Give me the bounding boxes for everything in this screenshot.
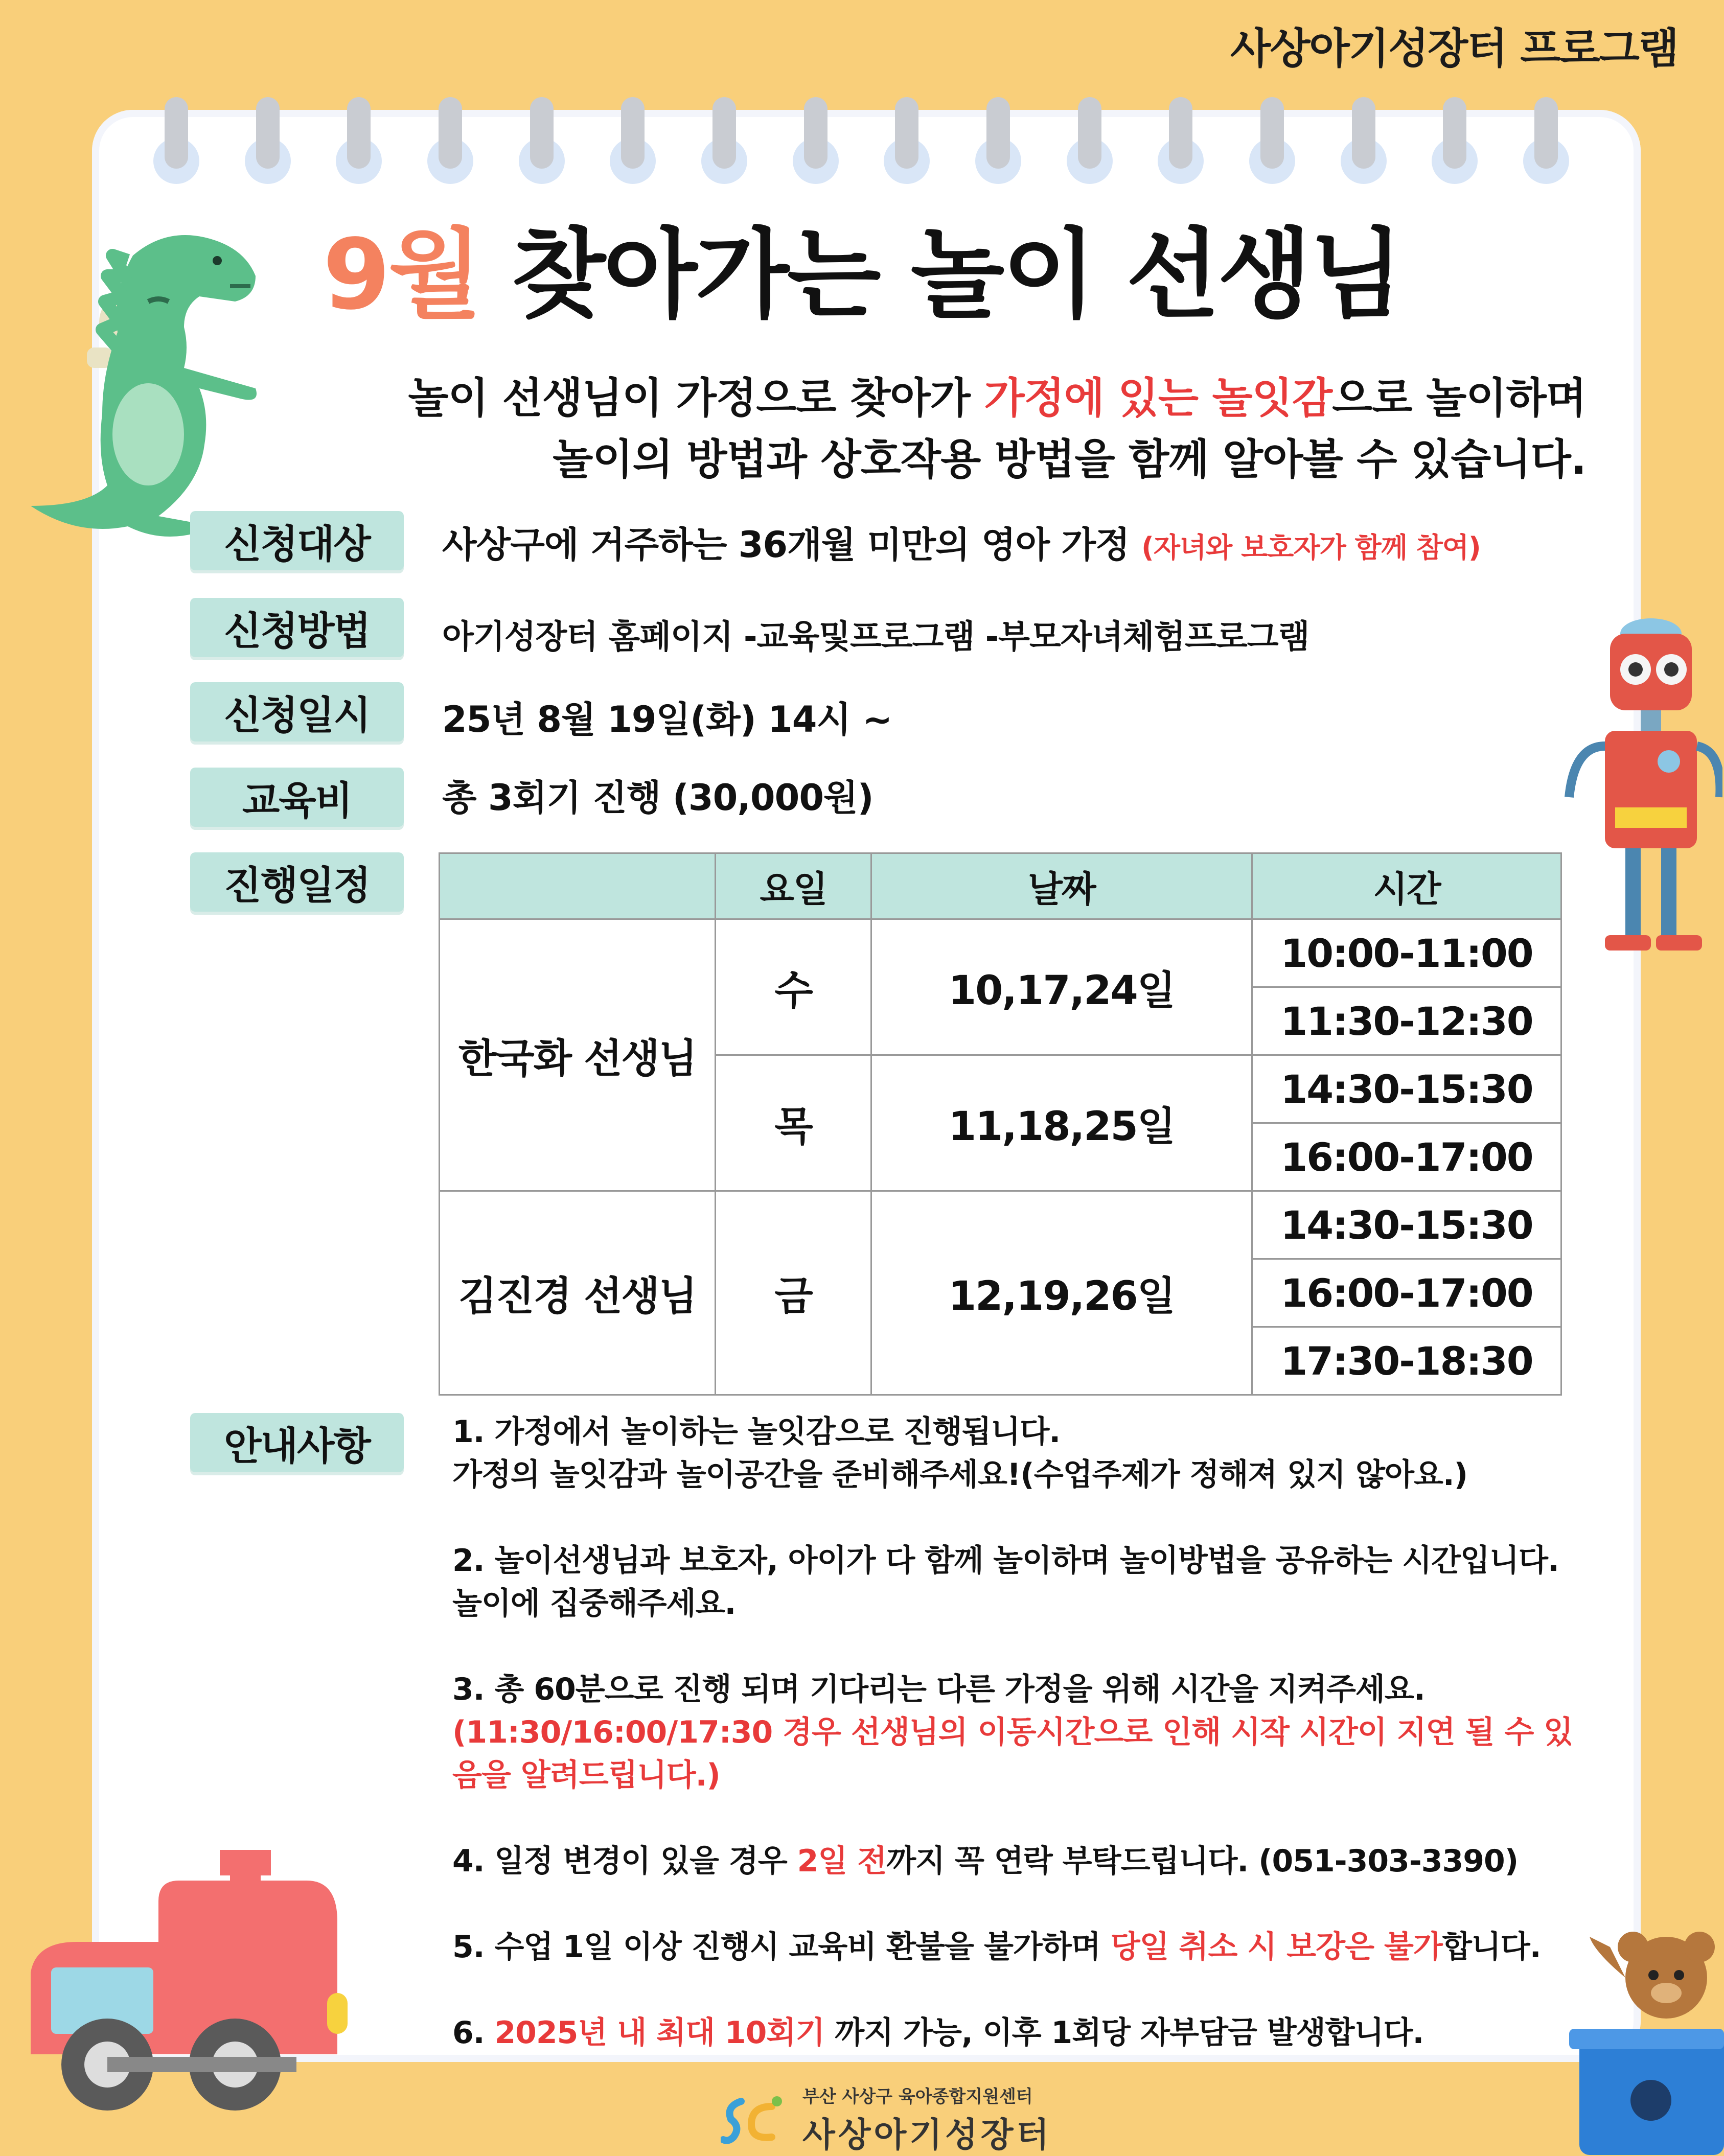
robot-toy-icon [1554,613,1722,971]
center-logo-icon [721,2091,792,2147]
toy-train-icon [20,1840,373,2126]
dates-cell: 12,19,26일 [871,1191,1252,1395]
table-header [440,853,716,919]
binder-ring [336,97,382,184]
intro-text [408,368,1586,491]
time-cell: 10:00-11:00 [1252,919,1561,987]
binder-ring [1067,97,1113,184]
notice-item-3 [452,1668,1577,1797]
notice-text: 까지 가능, 이후 1회당 자부담금 발생합니다. [824,2015,1424,2051]
binder-ring [519,97,565,184]
label-target: 신청대상 [190,511,404,570]
footer-org-name: 사상아기성장터 [802,2115,1052,2154]
value-fee: 총 3회기 진행 (30,000원) [442,777,874,819]
teacher-cell: 한국화 선생님 [440,919,716,1191]
table-header: 날짜 [871,853,1252,919]
label-notice: 안내사항 [190,1413,404,1472]
notice-text: 1. 가정에서 놀이하는 놀잇감으로 진행됩니다. [452,1414,1061,1450]
footer-org-small: 부산 사상구 육아종합지원센터 [802,2087,1033,2107]
notice-text: 3. 총 60분으로 진행 되며 기다리는 다른 가정을 위해 시간을 지켜주세요. [452,1672,1425,1707]
title-main: 찾아가는 놀이 선생님 [480,218,1401,331]
binder-ring [153,97,199,184]
binder-ring [610,97,656,184]
value-date: 25년 8월 19일(화) 14시 ~ [442,699,892,740]
value-target-note: (자녀와 보호자가 함께 참여) [1141,531,1481,564]
binder-ring [1432,97,1478,184]
notice-text: 6. [452,2015,495,2051]
binder-ring [245,97,291,184]
intro-text-part: 으로 놀이하며 [1332,374,1586,423]
binder-ring [1249,97,1295,184]
time-cell: 11:30-12:30 [1252,987,1561,1055]
binder-ring [1158,97,1204,184]
intro-line-1 [408,368,1586,429]
day-cell: 금 [716,1191,871,1395]
binder-ring [1341,97,1387,184]
day-cell: 목 [716,1055,871,1191]
value-target-text: 사상구에 거주하는 36개월 미만의 영아 가정 [442,524,1142,566]
binder-ring [701,97,747,184]
notice-item-5 [452,1926,1577,1968]
notice-text: 가정의 놀잇감과 놀이공간을 준비해주세요!(수업주제가 정해져 있지 않아요.) [452,1457,1468,1493]
binder-rings [153,97,1569,184]
binder-ring [1523,97,1569,184]
table-row [440,1191,1561,1259]
day-cell: 수 [716,919,871,1055]
intro-line-2: 놀이의 방법과 상호작용 방법을 함께 알아볼 수 있습니다. [553,435,1586,484]
label-date: 신청일시 [190,682,404,741]
notice-highlight: 2025년 내 최대 10회기 [494,2015,825,2051]
notice-item-1 [452,1410,1577,1496]
notice-text: 4. 일정 변경이 있을 경우 [452,1843,797,1879]
time-cell: 17:30-18:30 [1252,1327,1561,1395]
notice-item-6 [452,2011,1577,2054]
notice-text: 놀이에 집중해주세요. [452,1586,736,1621]
notice-item-2 [452,1539,1577,1625]
table-header-row [440,853,1561,919]
page-title [0,197,1724,336]
binder-ring [975,97,1021,184]
label-schedule: 진행일정 [190,852,404,912]
table-header: 시간 [1252,853,1561,919]
dates-cell: 10,17,24일 [871,919,1252,1055]
schedule-table [439,852,1562,1396]
notice-highlight: 당일 취소 시 보강은 불가 [1110,1929,1442,1965]
dates-cell: 11,18,25일 [871,1055,1252,1191]
binder-ring [884,97,930,184]
table-header: 요일 [716,853,871,919]
notice-text: 2. 놀이선생님과 보호자, 아이가 다 함께 놀이하며 놀이방법을 공유하는 시간입니다. [452,1543,1559,1579]
time-cell: 16:00-17:00 [1252,1123,1561,1191]
value-method: 아기성장터 홈페이지 -교육및프로그램 -부모자녀체험프로그램 [442,618,1309,656]
notice-text: 까지 꼭 연락 부탁드립니다. (051-303-3390) [886,1843,1519,1879]
label-method: 신청방법 [190,598,404,657]
teacher-cell: 김진경 선생님 [440,1191,716,1395]
notice-text: 5. 수업 1일 이상 진행시 교육비 환불을 불가하며 [452,1929,1111,1965]
time-cell: 14:30-15:30 [1252,1191,1561,1259]
table-row [440,919,1561,987]
notice-item-4 [452,1840,1577,1883]
title-month: 9월 [323,218,480,331]
notice-warning: (11:30/16:00/17:30 경우 선생님의 이동시간으로 인해 시작 시간이 지연 될 수 있음을 알려드립니다.) [452,1714,1573,1793]
intro-text-part: 놀이 선생님이 가정으로 찾아가 [408,374,984,423]
program-tag: 사상아기성장터 프로그램 [1230,25,1678,73]
binder-ring [793,97,839,184]
notice-text: 합니다. [1442,1929,1541,1965]
intro-highlight: 가정에 있는 놀잇감 [984,374,1332,423]
notice-highlight: 2일 전 [797,1843,887,1879]
notice-list [452,1410,1577,2097]
footer-logo [721,2082,1052,2156]
label-fee: 교육비 [190,768,404,827]
value-target [442,516,1481,568]
binder-ring [427,97,473,184]
time-cell: 14:30-15:30 [1252,1055,1561,1123]
time-cell: 16:00-17:00 [1252,1259,1561,1327]
